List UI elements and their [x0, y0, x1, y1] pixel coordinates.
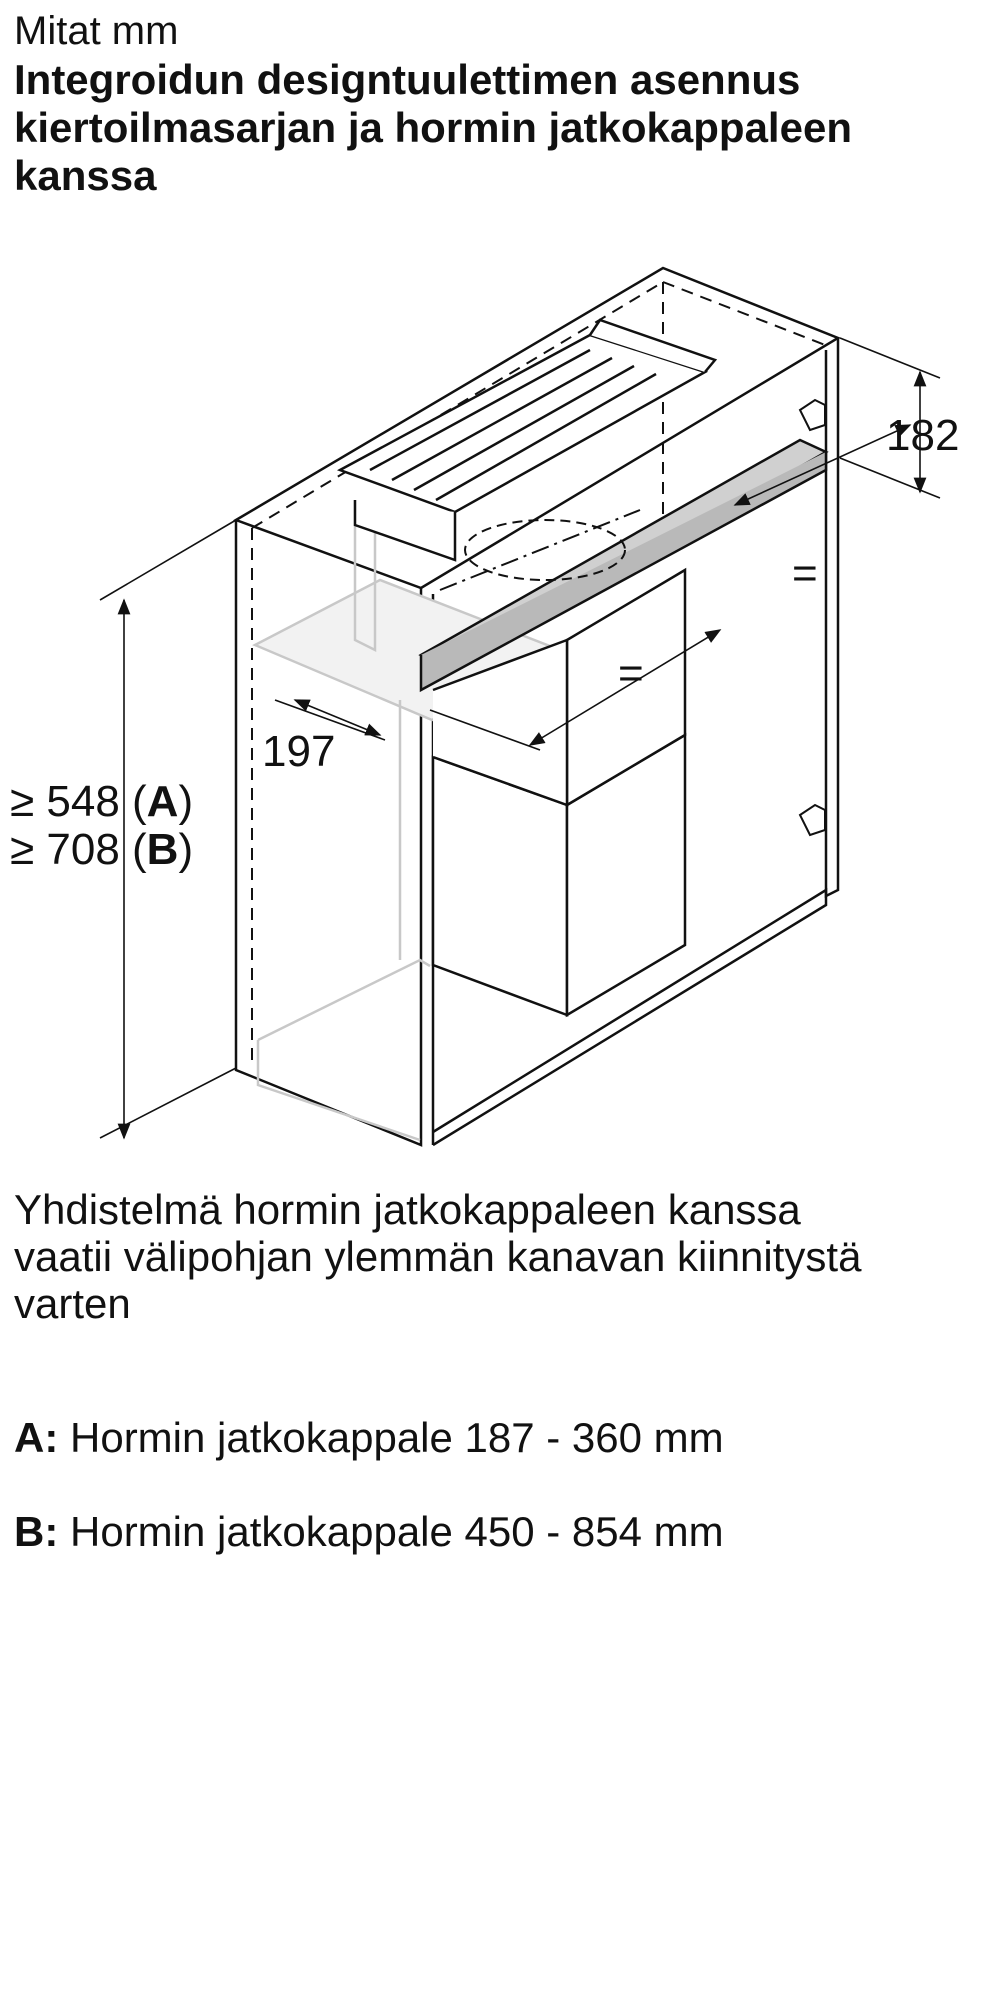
dim-197-label: 197: [262, 727, 336, 776]
title-line-2: kiertoilmasarjan ja hormin jatkokappaleen: [14, 104, 852, 151]
dim-B-prefix: ≥ 708 (: [10, 825, 147, 874]
note-line-3: varten: [14, 1280, 131, 1327]
installation-note: [14, 1186, 994, 1327]
legend-key-B: B:: [14, 1508, 59, 1555]
dim-equal-upper-label: =: [792, 549, 818, 598]
title-line-1: Integroidun designtuulettimen asennus: [14, 56, 801, 103]
dim-B-label: [10, 825, 193, 874]
dim-A-label: [10, 777, 193, 826]
legend-item-B: [14, 1508, 724, 1556]
dim-182-label: 182: [886, 411, 960, 460]
cabinet-installation-diagram: [0, 240, 1000, 1180]
note-line-2: vaatii välipohjan ylemmän kanavan kiinnitystä: [14, 1233, 862, 1280]
hinge-bottom-icon: [800, 805, 825, 835]
hinge-top-icon: [800, 400, 825, 430]
dim-equal-lower-label: =: [618, 649, 644, 698]
note-line-1: Yhdistelmä hormin jatkokappaleen kanssa: [14, 1186, 801, 1233]
dim-B-paren: ): [178, 825, 194, 874]
dim-B-key: B: [146, 825, 179, 874]
legend-item-A: [14, 1414, 724, 1462]
title-line-3: kanssa: [14, 152, 157, 199]
dim-A-key: A: [146, 777, 179, 826]
duct-opening-circle: [465, 520, 625, 580]
units-label: Mitat mm: [14, 9, 179, 53]
legend-text-A: Hormin jatkokappale 187 - 360 mm: [70, 1414, 724, 1461]
page-title: [14, 56, 984, 200]
legend-text-B: Hormin jatkokappale 450 - 854 mm: [70, 1508, 724, 1555]
dim-A-prefix: ≥ 548 (: [10, 777, 147, 826]
legend-key-A: A:: [14, 1414, 59, 1461]
dim-A-paren: ): [178, 777, 194, 826]
